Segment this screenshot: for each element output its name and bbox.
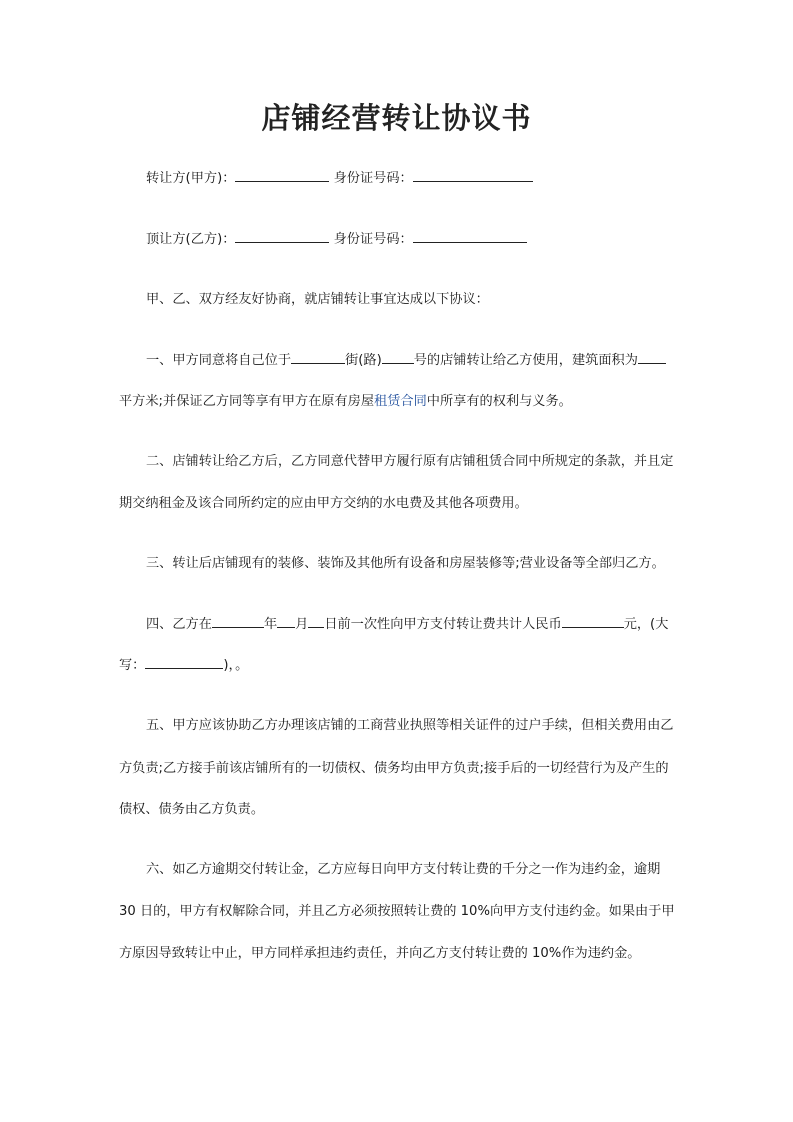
clause-2-line-2: 期交纳租金及该合同所约定的应由甲方交纳的水电费及其他各项费用。 xyxy=(119,496,528,511)
party-a-id-label: 身份证号码： xyxy=(333,171,413,186)
clause-2-line-1: 二、店铺转让给乙方后，乙方同意代替甲方履行原有店铺租赁合同中所规定的条款，并且定 xyxy=(146,454,674,469)
amount-blank[interactable] xyxy=(562,614,624,628)
clause-4-line-1 xyxy=(146,614,679,635)
clause-4-text-e: 元，(大 xyxy=(623,617,669,632)
month-blank[interactable] xyxy=(277,614,295,628)
year-blank[interactable] xyxy=(212,614,264,628)
document-title: 店铺经营转让协议书 xyxy=(261,101,532,135)
clause-5-line-1: 五、甲方应该协助乙方办理该店铺的工商营业执照等相关证件的过户手续，但相关费用由乙 xyxy=(146,718,674,733)
clause-1-line-1 xyxy=(146,350,679,371)
intro-paragraph: 甲、乙、双方经友好协商，就店铺转让事宜达成以下协议： xyxy=(146,292,489,307)
clause-4-text-b: 年 xyxy=(263,617,278,632)
party-b-line xyxy=(146,229,679,250)
day-blank[interactable] xyxy=(308,614,324,628)
party-b-name-blank[interactable] xyxy=(235,229,329,243)
clause-3: 三、转让后店铺现有的装修、装饰及其他所有设备和房屋装修等;营业设备等全部归乙方。 xyxy=(146,556,665,571)
area-blank[interactable] xyxy=(638,350,666,364)
location-blank[interactable] xyxy=(291,350,345,364)
party-b-id-label: 身份证号码： xyxy=(333,232,413,247)
clause-1-text-b: 街(路) xyxy=(345,353,382,368)
clause-1-line-2 xyxy=(119,392,679,412)
party-b-id-blank[interactable] xyxy=(413,229,527,243)
clause-4-text-g: )，。 xyxy=(223,658,249,673)
party-a-label: 转让方(甲方)： xyxy=(146,171,236,186)
clause-5-line-2: 方负责;乙方接手前该店铺所有的一切债权、债务均由甲方负责;接手后的一切经营行为及产生的 xyxy=(119,761,669,776)
clause-6-line-3: 方原因导致转让中止，甲方同样承担违约责任，并向乙方支付转让费的 10%作为违约金。 xyxy=(119,946,641,961)
clause-1-text-e: 中所享有的权利与义务。 xyxy=(426,394,572,409)
clause-1-text-d: 平方米;并保证乙方同等享有甲方在原有房屋 xyxy=(119,394,375,409)
clause-6-line-2: 30 日的，甲方有权解除合同，并且乙方必须按照转让费的 10%向甲方支付违约金。如果由于甲 xyxy=(119,904,675,919)
number-blank[interactable] xyxy=(382,350,414,364)
party-a-id-blank[interactable] xyxy=(413,168,533,182)
clause-5-line-3: 债权、债务由乙方负责。 xyxy=(119,802,265,817)
party-a-name-blank[interactable] xyxy=(235,168,329,182)
clause-4-text-c: 月 xyxy=(295,617,309,632)
clause-4-text-a: 四、乙方在 xyxy=(146,617,212,632)
party-a-line xyxy=(146,168,679,189)
clause-4-line-2 xyxy=(119,655,679,676)
clause-1-text-a: 一、甲方同意将自己位于 xyxy=(146,353,292,368)
clause-1-text-c: 号的店铺转让给乙方使用，建筑面积为 xyxy=(413,353,638,368)
clause-6-line-1: 六、如乙方逾期交付转让金，乙方应每日向甲方支付转让费的千分之一作为违约金，逾期 xyxy=(146,862,661,877)
clause-4-text-d: 日前一次性向甲方支付转让费共计人民币 xyxy=(324,617,562,632)
lease-contract-link[interactable]: 租赁合同 xyxy=(374,394,427,409)
amount-in-words-blank[interactable] xyxy=(145,655,223,669)
party-b-label: 顶让方(乙方)： xyxy=(146,232,236,247)
clause-4-text-f: 写： xyxy=(119,658,146,673)
